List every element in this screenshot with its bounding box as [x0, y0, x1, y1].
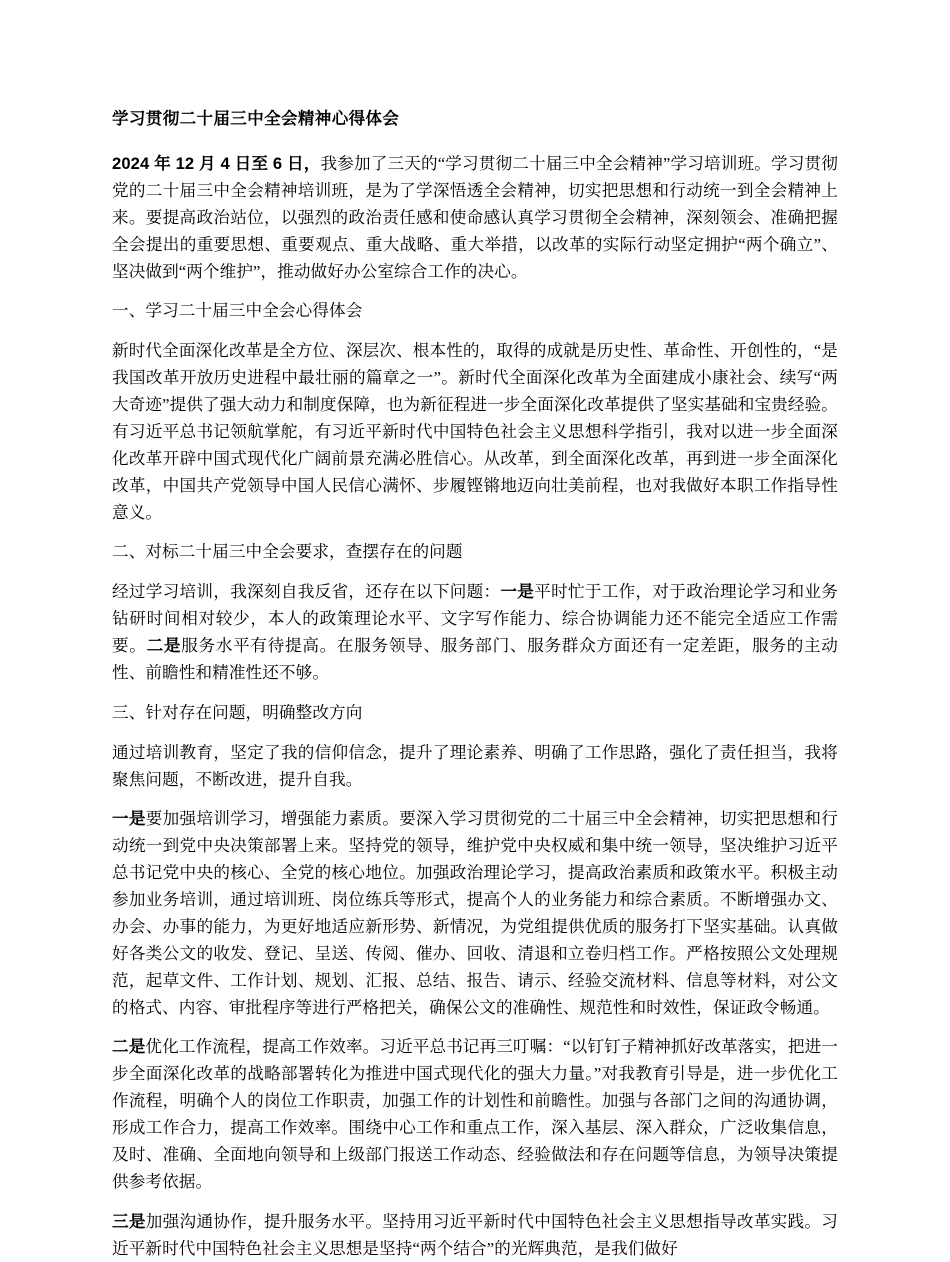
section-heading-2: 二、对标二十届三中全会要求，查摆存在的问题: [112, 542, 463, 562]
paragraph-section3-body: 通过培训教育，坚定了我的信仰信念，提升了理论素养、明确了工作思路，强化了责任担当，我将聚焦问题，不断改进，提升自我。: [112, 742, 838, 789]
section-heading-1: 一、学习二十届三中全会心得体会: [112, 301, 363, 321]
section2-point1-text: 平时忙于工作，对于政治理论学习和业务钻研时间相对较少，本人的政策理论水平、文字写作能力、综合协调能力还不能完全适应工作需要。: [112, 582, 838, 656]
paragraph-measure-1: [112, 806, 838, 1021]
paragraph-section1-body: 新时代全面深化改革是全方位、深层次、根本性的，取得的成就是历史性、革命性、开创性的，“是我国改革开放历史进程中最壮丽的篇章之一”。新时代全面深化改革为全面建成小康社会、续写“两大奇迹”提供了强大动力和制度保障，也为新征程进一步全面深化改革提供了坚实基础和宝贵经验。有习近平总书记领航掌舵，有习近平新时代中国特色社会主义思想科学指引，我对以进一步全面深化改革开辟中国式现代化广阔前景充满必胜信心。从改革，到全面深化改革，再到进一步全面深化改革，中国共产党领导中国人民信心满怀、步履铿锵地迈向壮美前程，也对我做好本职工作指导性意义。: [112, 341, 838, 522]
paragraph-section2-body: [112, 579, 838, 687]
measure-3-text: 加强沟通协作，提升服务水平。坚持用习近平新时代中国特色社会主义思想指导改革实践。习近平新时代中国特色社会主义思想是坚持“两个结合”的光辉典范，是我们做好: [112, 1211, 838, 1258]
measure-2-text: 优化工作流程，提高工作效率。习近平总书记再三叮嘱：“以钉钉子精神抓好改革落实，把进一步全面深化改革的战略部署转化为推进中国式现代化的强大力量。”对我教育引导是，进一步优化工作流程，明确个人的岗位工作职责，加强工作的计划性和前瞻性。加强与各部门之间的沟通协调，形成工作合力，提高工作效率。围绕中心工作和重点工作，深入基层、深入群众，广泛收集信息，及时、准确、全面地向领导和上级部门报送工作动态、经验做法和存在问题等信息，为领导决策提供参考依据。: [112, 1037, 838, 1191]
paragraph-measure-2: [112, 1034, 838, 1195]
measure-2-label: 二是: [112, 1037, 146, 1057]
intro-body: 我参加了三天的“学习贯彻二十届三中全会精神”学习培训班。学习贯彻党的二十届三中全会精神培训班，是为了学深悟透全会精神，切实把思想和行动统一到全会精神上来。要提高政治站位，以强烈的政治责任感和使命感认真学习贯彻全会精神，深刻领会、准确把握全会提出的重要思想、重要观点、重大战略、重大举措，以改革的实际行动坚定拥护“两个确立”、坚决做到“两个维护”，推动做好办公室综合工作的决心。: [112, 154, 838, 281]
intro-date-lead: 2024 年 12 月 4 日至 6 日，: [112, 154, 321, 174]
paragraph-measure-3: [112, 1209, 838, 1262]
page-title: 学习贯彻二十届三中全会精神心得体会: [112, 110, 400, 128]
section-heading-3: 三、针对存在问题，明确整改方向: [112, 702, 363, 722]
section2-point2-text: 服务水平有待提高。在服务领导、服务部门、服务群众方面还有一定差距，服务的主动性、前瞻性和精准性还不够。: [112, 636, 838, 682]
paragraph-intro: [112, 151, 838, 285]
section2-point1-label: 一是: [500, 582, 535, 602]
measure-1-label: 一是: [112, 809, 146, 829]
measure-3-label: 三是: [112, 1211, 146, 1231]
section2-point2-label: 二是: [146, 636, 182, 656]
section2-intro: 经过学习培训，我深刻自我反省，还存在以下问题：: [112, 582, 501, 602]
measure-1-text: 要加强培训学习，增强能力素质。要深入学习贯彻党的二十届三中全会精神，切实把思想和行动统一到党中央决策部署上来。坚持党的领导，维护党中央权威和集中统一领导，坚决维护习近平总书记党中央的核心、全党的核心地位。加强政治理论学习，提高政治素质和政策水平。积极主动参加业务培训，通过培训班、岗位练兵等形式，提高个人的业务能力和综合素质。不断增强办文、办会、办事的能力，为更好地适应新形势、新情况，为党组提供优质的服务打下坚实基础。认真做好各类公文的收发、登记、呈送、传阅、催办、回收、清退和立卷归档工作。严格按照公文处理规范，起草文件、工作计划、规划、汇报、总结、报告、请示、经验交流材料、信息等材料，对公文的格式、内容、审批程序等进行严格把关，确保公文的准确性、规范性和时效性，保证政令畅通。: [112, 809, 838, 1017]
